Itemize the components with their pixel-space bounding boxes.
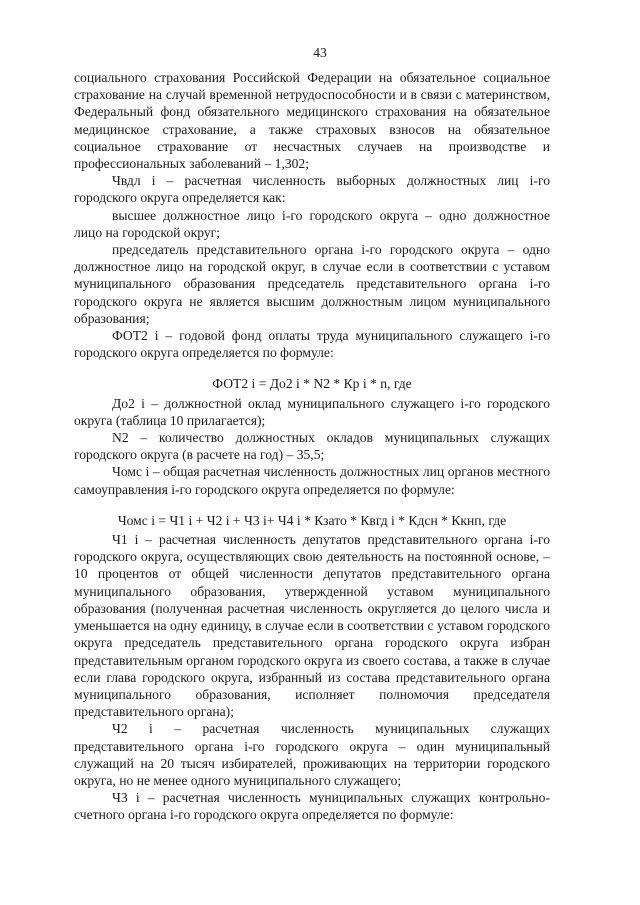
paragraph-ch3: Ч3 i – расчетная численность муниципальных служащих контрольно-счетного органа i-го городского округа определяется по формуле: xyxy=(74,790,550,823)
formula-choms: Чомс i = Ч1 i + Ч2 i + Ч3 i+ Ч4 i * Кзато * Квгд i * Кдсн * Ккнп, где xyxy=(117,512,507,528)
paragraph-do2: До2 i – должностной оклад муниципального служащего i-го городского округа (таблица 10 прилагается); xyxy=(74,395,550,428)
paragraph-chvdl: Чвдл i – расчетная численность выборных должностных лиц i-го городского округа определяется как: xyxy=(74,173,550,206)
paragraph-fot2: ФОТ2 i – годовой фонд оплаты труда муниципального служащего i-го городского округа определяется по формуле: xyxy=(74,328,550,361)
paragraph-highest-official: высшее должностное лицо i-го городского округа – одно должностное лицо на городской округ; xyxy=(74,207,550,240)
page-number: 43 xyxy=(313,45,327,60)
paragraph-choms: Чомс i – общая расчетная численность должностных лиц органов местного самоуправления i-го городского округа определяется по формуле: xyxy=(74,464,550,497)
paragraph-chairman: председатель представительного органа i-го городского округа – одно должностное лицо на городской округ, в случае если в соответствии с уставом муниципального образования председатель представительного органа i-го городского округа не является высшим должностным лицом муниципального образования; xyxy=(74,242,550,326)
paragraph-social-insurance: социального страхования Российской Федерации на обязательное социальное страхование на случай временной нетрудоспособности и в связи с материнством, Федеральный фонд обязательного медицинского страхования на обязательное медицинское страхование, а также страховых взносов на обязательное социальное страхование от несчастных случаев на производстве и профессиональных заболеваний – 1,302; xyxy=(74,70,550,172)
paragraph-ch2: Ч2 i – расчетная численность муниципальных служащих представительного органа i-го городского округа – один муниципальный служащий на 20 тысяч избирателей, проживающих на территории городского округа, но не менее одного муниципального служащего; xyxy=(74,721,550,788)
paragraph-ch1: Ч1 i – расчетная численность депутатов представительного органа i-го городского округа, осуществляющих свою деятельность на постоянной основе, – 10 процентов от общей численности депутатов представительного органа муниципального образования, утвержденной уставом муниципального образования (полученная расчетная численность округляется до целого числа и уменьшается на одну единицу, в случае если в соответствии с уставом городского округа председатель представительного органа городского округа избран представительным органом городского округа из своего состава, а также в случае если глава городского округа, избранный из состава представительного органа муниципального образования, исполняет полномочия председателя представительного органа); xyxy=(74,532,550,720)
document-body xyxy=(74,69,550,824)
paragraph-n2: N2 – количество должностных окладов муниципальных служащих городского округа (в расчете на год) – 35,5; xyxy=(74,430,550,463)
formula-fot2: ФОТ2 i = До2 i * N2 * Кр i * n, где xyxy=(212,376,412,392)
